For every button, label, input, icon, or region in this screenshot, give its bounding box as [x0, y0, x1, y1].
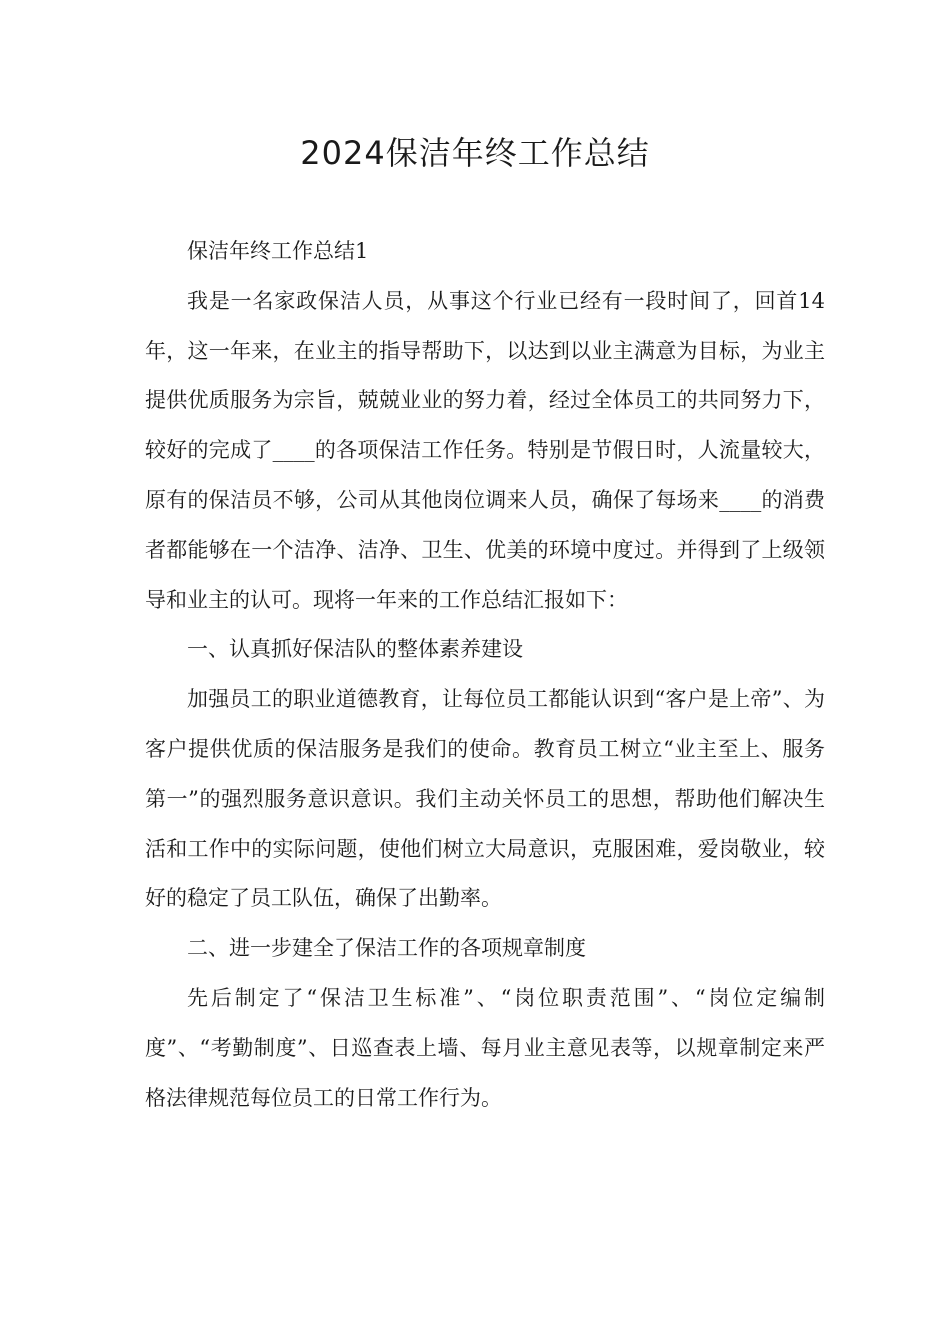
section-heading-1: 一、认真抓好保洁队的整体素养建设 [187, 637, 523, 662]
section-heading-2: 二、进一步建全了保洁工作的各项规章制度 [187, 936, 586, 961]
paragraph-intro: 我是一名家政保洁人员，从事这个行业已经有一段时间了，回首14年，这一年来，在业主的指导帮助下，以达到以业主满意为目标，为业主提供优质服务为宗旨，兢兢业业的努力着，经过全体员工的共同努力下，较好的完成了____的各项保洁工作任务。特别是节假日时，人流量较大，原有的保洁员不够，公司从其他岗位调来人员，确保了每场来____的消费者都能够在一个洁净、洁净、卫生、优美的环境中度过。并得到了上级领导和业主的认可。现将一年来的工作总结汇报如下： [145, 288, 825, 612]
paragraph-subtitle: 保洁年终工作总结1 [187, 239, 369, 263]
paragraph-section-2: 先后制定了“保洁卫生标准”、“岗位职责范围”、“岗位定编制度”、“考勤制度”、日巡查表上墙、每月业主意见表等，以规章制定来严格法律规范每位员工的日常工作行为。 [145, 985, 825, 1110]
document-body [145, 227, 825, 1123]
document-title: 2024保洁年终工作总结 [300, 134, 650, 172]
paragraph-section-1: 加强员工的职业道德教育，让每位员工都能认识到“客户是上帝”、为客户提供优质的保洁服务是我们的使命。教育员工树立“业主至上、服务第一”的强烈服务意识意识。我们主动关怀员工的思想，帮助他们解决生活和工作中的实际问题，使他们树立大局意识，克服困难，爱岗敬业，较好的稳定了员工队伍，确保了出勤率。 [145, 687, 825, 911]
